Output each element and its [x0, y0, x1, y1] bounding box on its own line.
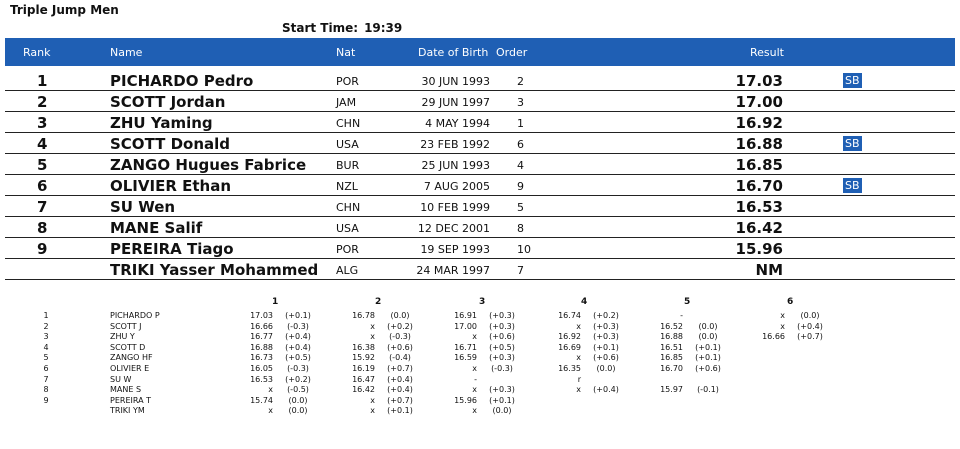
athlete-name: PICHARDO Pedro — [110, 72, 254, 90]
attempt-wind: (+0.1) — [387, 406, 413, 416]
result-row — [5, 196, 955, 217]
attempt-mark: x — [780, 321, 785, 331]
athlete-result: 15.96 — [735, 240, 783, 258]
attempt-wind: (+0.4) — [387, 385, 413, 395]
athlete-order: 6 — [517, 138, 524, 151]
athlete-nat: POR — [336, 243, 359, 256]
start-time — [282, 21, 408, 35]
attempt-wind: (+0.2) — [593, 311, 619, 320]
attempt-mark: 16.51 — [660, 342, 683, 352]
series-rank: 6 — [43, 364, 49, 373]
attempt-mark: 16.88 — [660, 332, 683, 342]
attempt-wind: (+0.1) — [695, 342, 721, 352]
series-row — [0, 353, 960, 363]
athlete-result: NM — [755, 261, 783, 279]
series-rank: 5 — [43, 353, 49, 363]
athlete-nat: USA — [336, 222, 359, 235]
attempt-mark: - — [680, 311, 683, 320]
attempt-wind: (0.0) — [492, 406, 512, 416]
attempt-mark: 16.53 — [250, 374, 273, 384]
attempt-mark: 16.77 — [250, 332, 273, 342]
athlete-order: 10 — [517, 243, 531, 256]
attempt-wind: (0.0) — [288, 406, 308, 416]
results-header — [5, 38, 955, 66]
series-row — [0, 322, 960, 332]
series-rank: 1 — [43, 311, 49, 320]
attempt-mark: x — [472, 406, 477, 416]
series-name: MANE S — [110, 385, 142, 395]
attempt-mark: 16.85 — [660, 353, 683, 363]
athlete-order: 3 — [517, 96, 524, 109]
attempt-mark: 16.74 — [558, 311, 581, 320]
col-dob: Date of Birth — [418, 46, 489, 59]
athlete-dob: 7 AUG 2005 — [423, 180, 490, 193]
attempt-mark: x — [370, 406, 375, 416]
series-rank: 7 — [43, 374, 49, 384]
attempt-wind: (+0.4) — [285, 332, 311, 342]
attempt-mark: r — [577, 374, 581, 384]
series-row — [0, 375, 960, 385]
athlete-order: 8 — [517, 222, 524, 235]
result-row — [5, 91, 955, 112]
athlete-dob: 19 SEP 1993 — [420, 243, 490, 256]
series-row — [0, 343, 960, 353]
result-row — [5, 217, 955, 238]
col-name: Name — [110, 46, 143, 59]
result-row — [5, 175, 955, 196]
attempt-wind: (+0.3) — [489, 353, 515, 363]
start-time-value: 19:39 — [364, 21, 403, 35]
attempt-header: 2 — [375, 297, 382, 307]
attempt-mark: x — [576, 353, 581, 363]
athlete-dob: 23 FEB 1992 — [420, 138, 490, 151]
athlete-dob: 24 MAR 1997 — [416, 264, 490, 277]
athlete-name: SU Wen — [110, 198, 176, 216]
attempt-mark: 15.97 — [660, 385, 683, 395]
attempt-wind: (+0.4) — [797, 321, 823, 331]
series-row — [0, 385, 960, 395]
attempt-wind: (-0.3) — [287, 321, 309, 331]
athlete-order: 4 — [517, 159, 524, 172]
athlete-result: 16.92 — [735, 114, 783, 132]
result-row — [5, 259, 955, 280]
attempt-wind: (+0.5) — [489, 342, 515, 352]
attempt-mark: 16.42 — [352, 385, 375, 395]
attempt-mark: x — [370, 395, 375, 405]
athlete-result: 16.42 — [735, 219, 783, 237]
athlete-result: 17.00 — [735, 93, 783, 111]
attempt-mark: 16.70 — [660, 364, 683, 373]
athlete-dob: 10 FEB 1999 — [420, 201, 490, 214]
result-row — [5, 70, 955, 91]
attempt-mark: 16.19 — [352, 364, 375, 373]
athlete-rank: 2 — [37, 93, 48, 111]
attempt-mark: 17.03 — [250, 311, 273, 320]
athlete-order: 9 — [517, 180, 524, 193]
series-name: SCOTT D — [110, 342, 146, 352]
col-result: Result — [750, 46, 784, 59]
attempt-mark: 16.88 — [250, 342, 273, 352]
athlete-rank: 7 — [37, 198, 48, 216]
attempt-mark: 15.92 — [352, 353, 375, 363]
attempt-mark: x — [780, 311, 785, 320]
series-row — [0, 311, 960, 321]
athlete-nat: BUR — [336, 159, 360, 172]
attempt-mark: 16.71 — [454, 342, 477, 352]
season-best-badge: SB — [845, 137, 860, 150]
attempt-wind: (0.0) — [390, 311, 410, 320]
athlete-order: 7 — [517, 264, 524, 277]
attempt-mark: 16.59 — [454, 353, 477, 363]
attempt-mark: x — [268, 385, 273, 395]
series-name: ZANGO HF — [110, 353, 153, 363]
attempt-mark: 16.91 — [454, 311, 477, 320]
attempt-wind: (+0.2) — [387, 321, 413, 331]
athlete-nat: NZL — [336, 180, 358, 193]
attempt-mark: x — [370, 321, 375, 331]
athlete-name: PEREIRA Tiago — [110, 240, 234, 258]
attempt-mark: 17.00 — [454, 321, 477, 331]
series-row — [0, 364, 960, 374]
attempt-mark: 16.73 — [250, 353, 273, 363]
result-row — [5, 238, 955, 259]
athlete-result: 16.70 — [735, 177, 783, 195]
attempt-wind: (+0.4) — [285, 342, 311, 352]
attempt-header: 6 — [787, 297, 794, 307]
athlete-rank: 5 — [37, 156, 48, 174]
season-best-badge: SB — [845, 74, 860, 87]
attempt-mark: 16.78 — [352, 311, 375, 320]
athlete-dob: 30 JUN 1993 — [421, 75, 490, 88]
athlete-rank: 1 — [37, 72, 48, 90]
athlete-result: 16.88 — [735, 135, 783, 153]
athlete-name: TRIKI Yasser Mohammed — [110, 261, 319, 279]
attempt-header: 5 — [684, 297, 691, 307]
attempt-wind: (+0.1) — [593, 342, 619, 352]
athlete-order: 5 — [517, 201, 524, 214]
attempt-header: 4 — [581, 297, 588, 307]
attempt-mark: 16.69 — [558, 342, 581, 352]
attempt-mark: 15.74 — [250, 395, 273, 405]
series-rank: 2 — [43, 321, 49, 331]
col-rank: Rank — [23, 46, 51, 59]
attempt-mark: - — [474, 374, 477, 384]
attempt-wind: (-0.3) — [491, 364, 513, 373]
result-row — [5, 154, 955, 175]
results-table — [5, 70, 955, 280]
attempt-wind: (+0.7) — [387, 364, 413, 373]
attempt-mark: x — [576, 321, 581, 331]
attempt-wind: (+0.2) — [285, 374, 311, 384]
attempt-wind: (+0.4) — [593, 385, 619, 395]
attempt-wind: (0.0) — [698, 332, 718, 342]
attempt-mark: 16.47 — [352, 374, 375, 384]
attempt-wind: (+0.6) — [489, 332, 515, 342]
result-row — [5, 112, 955, 133]
attempt-wind: (0.0) — [698, 321, 718, 331]
athlete-rank: 4 — [37, 135, 48, 153]
series-rank: 8 — [43, 385, 49, 395]
athlete-dob: 4 MAY 1994 — [425, 117, 490, 130]
attempt-wind: (+0.3) — [593, 321, 619, 331]
attempt-wind: (+0.6) — [387, 342, 413, 352]
col-order: Order — [496, 46, 528, 59]
attempt-wind: (+0.1) — [285, 311, 311, 320]
series-name: TRIKI YM — [110, 406, 145, 416]
attempt-mark: 16.38 — [352, 342, 375, 352]
season-best-badge: SB — [845, 179, 860, 192]
athlete-dob: 29 JUN 1997 — [421, 96, 490, 109]
series-name: ZHU Y — [110, 332, 135, 342]
attempt-wind: (0.0) — [800, 311, 820, 320]
attempt-wind: (+0.1) — [489, 395, 515, 405]
athlete-result: 17.03 — [735, 72, 783, 90]
attempt-header: 3 — [479, 297, 486, 307]
attempt-wind: (-0.3) — [389, 332, 411, 342]
attempt-mark: 16.66 — [250, 321, 273, 331]
start-time-label: Start Time: — [282, 21, 359, 35]
athlete-nat: CHN — [336, 117, 361, 130]
series-name: SU W — [110, 374, 132, 384]
attempt-mark: x — [268, 406, 273, 416]
attempt-mark: x — [472, 332, 477, 342]
attempt-wind: (+0.3) — [489, 311, 515, 320]
athlete-rank: 8 — [37, 219, 48, 237]
attempt-mark: x — [472, 364, 477, 373]
series-row — [0, 396, 960, 406]
athlete-order: 1 — [517, 117, 524, 130]
series-name: PICHARDO P — [110, 311, 160, 320]
series-rank: 9 — [43, 395, 49, 405]
athlete-result: 16.85 — [735, 156, 783, 174]
attempt-wind: (-0.4) — [389, 353, 411, 363]
series-name: OLIVIER E — [110, 364, 150, 373]
attempt-mark: 16.05 — [250, 364, 273, 373]
attempt-mark: x — [370, 332, 375, 342]
athlete-name: ZANGO Hugues Fabrice — [110, 156, 307, 174]
attempt-mark: x — [576, 385, 581, 395]
attempt-wind: (0.0) — [596, 364, 616, 373]
attempt-mark: 16.92 — [558, 332, 581, 342]
series-name: PEREIRA T — [110, 395, 151, 405]
attempt-mark: 16.52 — [660, 321, 683, 331]
attempt-mark: 16.66 — [762, 332, 785, 342]
attempt-wind: (-0.5) — [287, 385, 309, 395]
attempt-wind: (0.0) — [288, 395, 308, 405]
attempt-wind: (+0.6) — [695, 364, 721, 373]
attempt-mark: 15.96 — [454, 395, 477, 405]
attempt-wind: (+0.1) — [695, 353, 721, 363]
athlete-nat: POR — [336, 75, 359, 88]
athlete-name: OLIVIER Ethan — [110, 177, 231, 195]
athlete-result: 16.53 — [735, 198, 783, 216]
attempt-wind: (+0.5) — [285, 353, 311, 363]
result-row — [5, 133, 955, 154]
attempt-mark: 16.35 — [558, 364, 581, 373]
series-rank: 3 — [43, 332, 49, 342]
athlete-rank: 6 — [37, 177, 48, 195]
attempt-header: 1 — [272, 297, 279, 307]
attempt-wind: (-0.1) — [697, 385, 719, 395]
athlete-name: ZHU Yaming — [110, 114, 213, 132]
series-name: SCOTT J — [110, 321, 142, 331]
athlete-order: 2 — [517, 75, 524, 88]
athlete-dob: 12 DEC 2001 — [417, 222, 490, 235]
athlete-name: SCOTT Donald — [110, 135, 231, 153]
attempt-wind: (+0.3) — [489, 385, 515, 395]
athlete-name: SCOTT Jordan — [110, 93, 226, 111]
series-rank: 4 — [43, 342, 49, 352]
athlete-nat: JAM — [336, 96, 357, 109]
athlete-nat: USA — [336, 138, 359, 151]
attempt-mark: x — [472, 385, 477, 395]
series-row — [0, 332, 960, 342]
event-title: Triple Jump Men — [10, 3, 119, 17]
athlete-nat: CHN — [336, 201, 361, 214]
athlete-rank: 9 — [37, 240, 48, 258]
attempt-wind: (+0.3) — [593, 332, 619, 342]
series-row — [0, 406, 960, 416]
athlete-dob: 25 JUN 1993 — [421, 159, 490, 172]
attempt-wind: (+0.6) — [593, 353, 619, 363]
attempt-wind: (+0.7) — [387, 395, 413, 405]
athlete-rank: 3 — [37, 114, 48, 132]
attempt-wind: (+0.4) — [387, 374, 413, 384]
col-nat: Nat — [336, 46, 356, 59]
attempt-wind: (-0.3) — [287, 364, 309, 373]
attempt-wind: (+0.3) — [489, 321, 515, 331]
athlete-nat: ALG — [336, 264, 359, 277]
athlete-name: MANE Salif — [110, 219, 203, 237]
attempt-wind: (+0.7) — [797, 332, 823, 342]
